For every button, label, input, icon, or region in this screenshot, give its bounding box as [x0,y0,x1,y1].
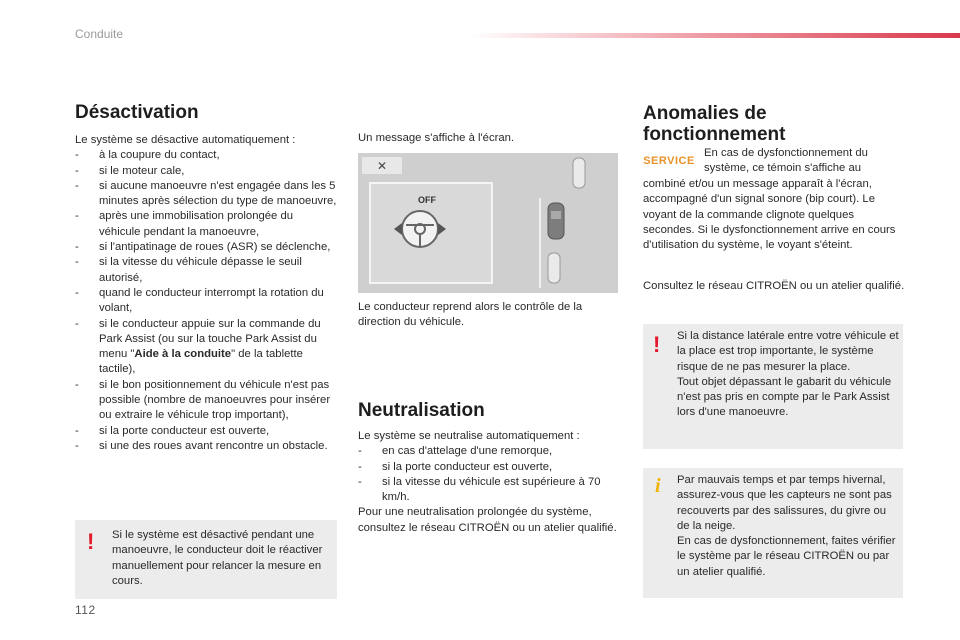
deactivation-column [75,102,337,454]
title-line: fonctionnement [643,124,786,145]
deactivation-intro: Le système se désactive automatiquement : [75,134,296,146]
message-text: Un message s'affiche à l'écran. [358,132,515,144]
deactivation-title: Désactivation [75,102,199,123]
deactivation-warning-box [75,520,337,599]
list-item [75,317,337,378]
info-icon: i [655,475,661,497]
list-item-text: " de la tablette tactile), [99,348,303,376]
menu-name: Aide à la conduite [134,348,232,361]
anomalies-info-box [643,468,903,598]
header-decoration-line [470,33,960,38]
list-item-text: si le conducteur appuie sur la commande du Park Assist (ou sur la touche Park Assist du menu " [99,317,321,361]
anomalies-title [643,103,905,145]
warning-icon: ! [653,332,661,357]
header-section-label: Conduite [75,27,124,41]
off-label: OFF [418,195,436,205]
list-item: - après une immobilisation prolongée du véhicule pendant la manoeuvre, [75,209,337,240]
close-icon: ✕ [376,159,388,173]
service-warning-light-icon: SERVICE [643,152,695,169]
list-item: - si le bon positionnement du véhicule n'est pas possible (nombre de manoeuvres pour insérer ou extraire le véhicule trop important), [75,378,337,424]
info-text: Par mauvais temps et par temps hivernal, assurez-vous que les capteurs ne sont pas recouverts par des salissures, du givre ou de la neige. [677,474,892,532]
info-text-group [677,473,899,580]
list-item: - à la coupure du contact, [75,148,337,163]
anomalies-warning-box [643,324,903,449]
list-item: - si la vitesse du véhicule est supérieure à 70 km/h. [358,475,620,506]
park-assist-screen-illustration [358,153,618,293]
display-screen-image [358,153,618,293]
anomalies-p2: Consultez le réseau CITROËN ou un atelier qualifié. [643,280,905,292]
page-number: 112 [75,603,96,617]
list-item: - si une des roues avant rencontre un obstacle. [75,439,337,454]
list-item: - si la porte conducteur est ouverte, [358,460,620,475]
neutralisation-list [358,444,620,505]
neutralisation-intro: Le système se neutralise automatiquement : [358,430,580,442]
list-item: - si aucune manoeuvre n'est engagée dans les 5 minutes après sélection du type de manoeuvre, [75,179,337,210]
warning-icon: ! [87,529,95,554]
warning-text: Si la distance latérale entre votre véhicule et la place est trop importante, le système risque de ne pas mesurer la place. [677,330,899,373]
deactivation-list [75,148,337,454]
warning-text: Si le système est désactivé pendant une manoeuvre, le conducteur doit le réactiver manuellement pour relancer la mesure en cours. [112,529,323,587]
info-text: En cas de dysfonctionnement, faites vérifier le système par le réseau CITROËN ou par un atelier qualifié. [677,535,896,578]
anomalies-p1-first: En cas de dysfonctionnement du système, ce témoin s'affiche au [704,147,868,175]
anomalies-p1-rest: combiné et/ou un message apparaît à l'écran, accompagné d'un signal sonore (bip court). Le voyant de la commande clignote quelques secondes. Si le dysfonctionnement arrive en cours d'utilisation du système, le voyant s'éteint. [643,178,896,252]
neutralisation-outro: Pour une neutralisation prolongée du système, consultez le réseau CITROËN ou un atelier qualifié. [358,506,617,534]
parked-car-icon [548,253,560,283]
list-item: - si la porte conducteur est ouverte, [75,424,337,439]
vehicle-icon [548,203,564,239]
list-item: - si la vitesse du véhicule dépasse le seuil autorisé, [75,255,337,286]
list-item: - quand le conducteur interrompt la rotation du volant, [75,286,337,317]
list-item: - si l'antipatinage de roues (ASR) se déclenche, [75,240,337,255]
warning-text: Tout objet dépassant le gabarit du véhicule n'est pas pris en compte par le Park Assist lors d'une manoeuvre. [677,375,892,419]
neutralisation-title: Neutralisation [358,400,485,421]
neutralisation-column [358,400,620,536]
list-item: - si le moteur cale, [75,164,337,179]
warning-text-group [677,329,899,421]
driver-control-text: Le conducteur reprend alors le contrôle de la direction du véhicule. [358,301,583,329]
list-item: - en cas d'attelage d'une remorque, [358,444,620,459]
title-line: Anomalies de [643,103,767,124]
parked-car-icon [573,158,585,188]
anomalies-column [643,103,905,145]
